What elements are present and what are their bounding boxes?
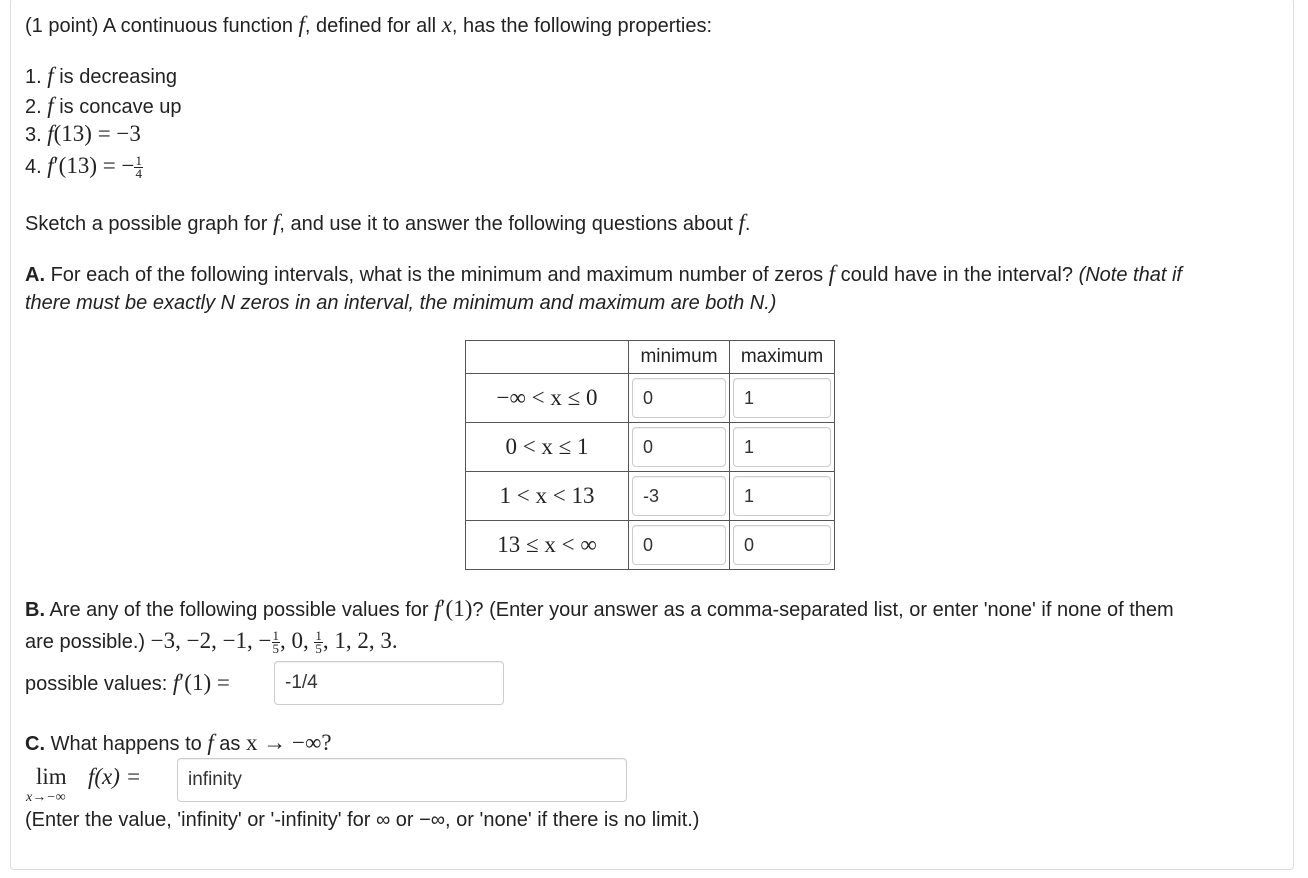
interval-label: 1 < x < 13 [466, 472, 629, 521]
part-c-hint: (Enter the value, 'infinity' or '-infinity' for ∞ or −∞, or 'none' if there is no limit.) [25, 809, 700, 831]
min-zeros-input-4[interactable]: 0 [632, 525, 726, 565]
part-a-letter: A. [25, 264, 45, 286]
part-c-question: C. What happens to f as x → −∞? [25, 730, 332, 755]
part-a-note: there must be exactly N zeros in an interval, the minimum and maximum are both N.) [25, 292, 777, 314]
max-zeros-input-3[interactable]: 1 [733, 476, 831, 516]
sketch-instruction: Sketch a possible graph for f, and use it to answer the following questions about f. [25, 210, 751, 235]
max-zeros-input-2[interactable]: 1 [733, 427, 831, 467]
fraction-one-fifth: $\frac{1}{5}$ [272, 628, 280, 657]
fraction-one-fifth-positive: $\frac{1}{5}$ [315, 628, 322, 657]
points-label: (1 point) [25, 15, 99, 37]
property-3: 3. f(13) = −3 [25, 121, 141, 146]
part-b-values: are possible.) −3, −2, −1, − $\frac{1}{5}$ , 0, $\frac{1}{5}$ , 1, 2, 3. [25, 628, 398, 657]
fraction-one-quarter: $\frac{1}{4}$ [135, 153, 142, 182]
limit-answer-input[interactable]: infinity [177, 758, 627, 802]
table-row [466, 374, 835, 423]
problem-intro: (1 point) A continuous function f, defined for all x, has the following properties: [25, 12, 713, 37]
zeros-table [465, 340, 835, 570]
maximum-header: maximum [730, 341, 835, 374]
max-zeros-input-1[interactable]: 1 [733, 378, 831, 418]
minimum-header: minimum [629, 341, 730, 374]
interval-label: 0 < x ≤ 1 [466, 423, 629, 472]
table-row [466, 423, 835, 472]
max-zeros-input-4[interactable]: 0 [733, 525, 831, 565]
part-b-question: B. Are any of the following possible values for f′(1)? (Enter your answer as a comma-separated list, or enter 'none' if none of them [25, 596, 1174, 621]
min-zeros-input-2[interactable]: 0 [632, 427, 726, 467]
property-2: 2. f is concave up [25, 93, 182, 118]
min-zeros-input-3[interactable]: -3 [632, 476, 726, 516]
possible-values-label: possible values: f′(1) = [25, 670, 230, 695]
part-a-question: A. For each of the following intervals, what is the minimum and maximum number of zeros f could have in the interval? (Note that if [25, 261, 1182, 286]
interval-label: 13 ≤ x < ∞ [466, 521, 629, 570]
table-row [466, 521, 835, 570]
property-4: 4. f′(13) = − $\frac{1}{4}$ [25, 153, 142, 182]
min-zeros-input-1[interactable]: 0 [632, 378, 726, 418]
limit-subscript: x→−∞ [26, 790, 66, 805]
limit-symbol: lim [36, 764, 67, 789]
limit-expression: f(x) = [88, 764, 142, 789]
table-row [466, 472, 835, 521]
property-1: 1. f is decreasing [25, 63, 178, 88]
possible-values-input[interactable]: -1/4 [274, 661, 504, 705]
intro-text: A continuous function [102, 15, 293, 37]
interval-label: −∞ < x ≤ 0 [466, 374, 629, 423]
